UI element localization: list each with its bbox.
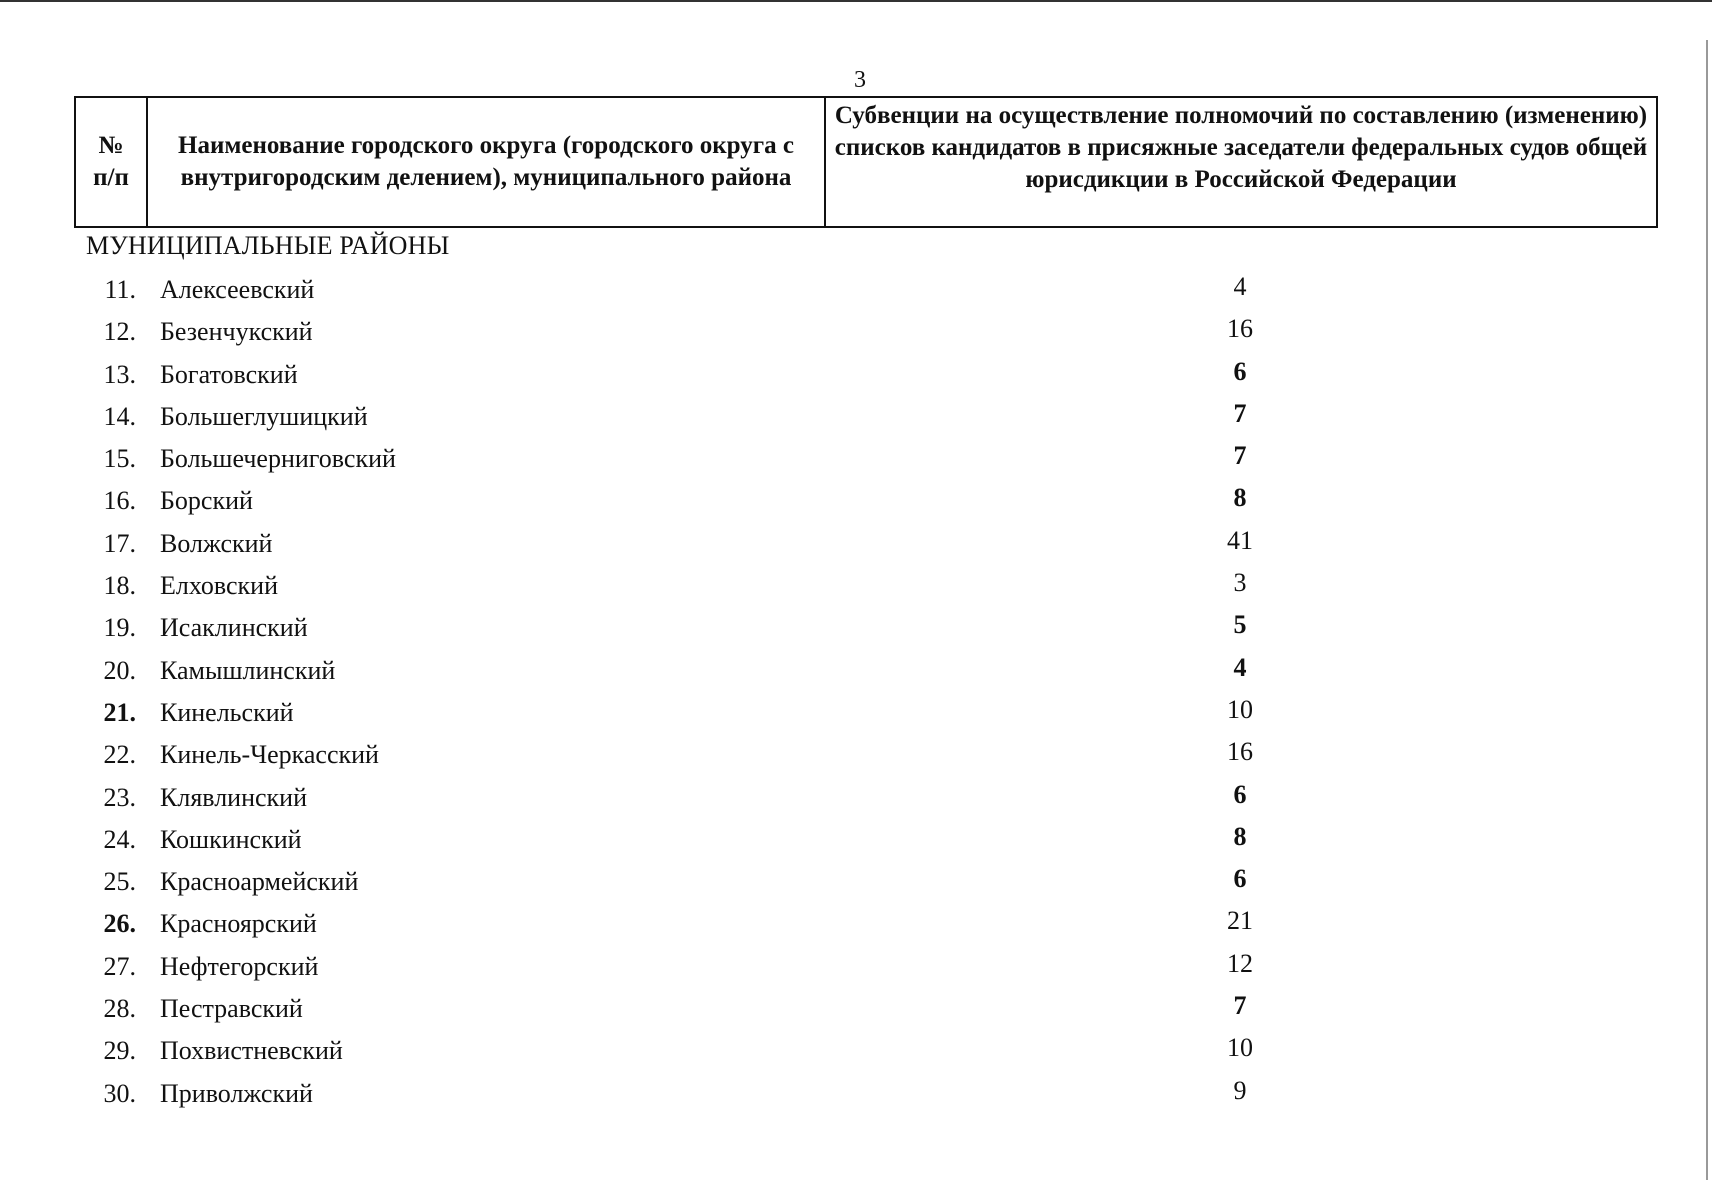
row-number: 12.	[103, 317, 136, 347]
row-value: 9	[1233, 1075, 1247, 1105]
row-number: 15.	[103, 444, 136, 474]
row-name: Нефтегорский	[160, 951, 319, 981]
row-number: 19.	[103, 613, 136, 643]
table-row	[0, 314, 1712, 356]
row-name: Борский	[160, 486, 253, 516]
page-number: 3	[854, 67, 866, 93]
header-cell-number	[76, 98, 148, 226]
row-name: Камышлинский	[160, 655, 336, 685]
row-number: 29.	[103, 1036, 136, 1066]
table-row	[0, 991, 1712, 1033]
row-value: 16	[1227, 314, 1253, 344]
row-number: 28.	[103, 994, 136, 1024]
scan-edge-line	[0, 0, 1712, 2]
row-value: 7	[1233, 441, 1247, 471]
row-value: 7	[1233, 398, 1247, 428]
row-name: Похвистневский	[160, 1036, 343, 1066]
row-number: 17.	[103, 528, 136, 558]
section-title: МУНИЦИПАЛЬНЫЕ РАЙОНЫ	[86, 231, 450, 260]
table-row	[0, 949, 1712, 991]
row-value: 10	[1227, 1033, 1253, 1063]
row-number: 11.	[104, 275, 136, 304]
row-number: 14.	[103, 401, 136, 431]
table-row	[0, 441, 1712, 483]
row-number: 23.	[103, 782, 136, 812]
row-value: 12	[1227, 948, 1253, 978]
table-row	[0, 272, 1712, 314]
row-value: 16	[1227, 737, 1253, 767]
row-name: Большечерниговский	[160, 444, 396, 474]
table-row	[0, 526, 1712, 568]
row-number: 21.	[103, 697, 136, 727]
header-number-sign: №	[98, 132, 124, 159]
row-name: Кошкинский	[160, 824, 302, 854]
row-value: 10	[1227, 694, 1253, 724]
row-name: Красноярский	[160, 909, 317, 939]
row-value: 5	[1233, 610, 1247, 640]
table-row	[0, 610, 1712, 652]
row-name: Алексеевский	[160, 275, 315, 304]
table-row	[0, 1076, 1712, 1118]
row-name: Богатовский	[160, 359, 298, 389]
row-number: 30.	[103, 1078, 136, 1108]
row-value: 7	[1233, 991, 1247, 1021]
row-number: 26.	[103, 909, 136, 939]
row-value: 41	[1227, 525, 1253, 555]
row-value: 6	[1233, 356, 1247, 386]
row-number: 16.	[103, 486, 136, 516]
row-name: Красноармейский	[160, 867, 359, 897]
table-body	[0, 272, 1712, 1118]
table-row	[0, 822, 1712, 864]
table-row	[0, 695, 1712, 737]
row-number: 20.	[103, 655, 136, 685]
row-name: Безенчукский	[160, 317, 313, 347]
row-number: 27.	[103, 951, 136, 981]
row-name: Елховский	[160, 571, 278, 601]
row-value: 3	[1233, 568, 1247, 598]
header-cell-subvention: Субвенции на осуществление полномочий по составлению (изменению) списков кандидатов в присяжные заседатели федеральных судов общей юрисдикции в Российской Федерации	[834, 102, 1648, 193]
table-row	[0, 737, 1712, 779]
header-number-label: п/п	[93, 164, 129, 191]
row-name: Кинельский	[160, 697, 294, 727]
table-row	[0, 357, 1712, 399]
row-name: Кинель-Черкасский	[160, 740, 379, 770]
row-name: Большеглушицкий	[160, 401, 368, 431]
row-value: 6	[1233, 864, 1247, 894]
row-name: Исаклинский	[160, 613, 308, 643]
table-row	[0, 653, 1712, 695]
row-value: 4	[1233, 652, 1247, 682]
row-number: 22.	[103, 740, 136, 770]
table-row	[0, 399, 1712, 441]
row-value: 8	[1233, 483, 1247, 513]
row-name: Приволжский	[160, 1078, 313, 1108]
row-value: 4	[1233, 272, 1247, 301]
table-row	[0, 780, 1712, 822]
row-number: 18.	[103, 571, 136, 601]
row-value: 6	[1233, 779, 1247, 809]
row-number: 13.	[103, 359, 136, 389]
header-cell-name: Наименование городского округа (городского округа с внутригородским делением), муниципального района	[148, 98, 826, 226]
table-row	[0, 864, 1712, 906]
table-row	[0, 1033, 1712, 1075]
table-header	[74, 96, 1658, 228]
row-value: 8	[1233, 821, 1247, 851]
table-row	[0, 483, 1712, 525]
row-name: Волжский	[160, 528, 273, 558]
table-row	[0, 568, 1712, 610]
row-value: 21	[1227, 906, 1253, 936]
table-row	[0, 906, 1712, 948]
row-number: 25.	[103, 867, 136, 897]
row-number: 24.	[103, 824, 136, 854]
row-name: Клявлинский	[160, 782, 308, 812]
row-name: Пестравский	[160, 994, 303, 1024]
